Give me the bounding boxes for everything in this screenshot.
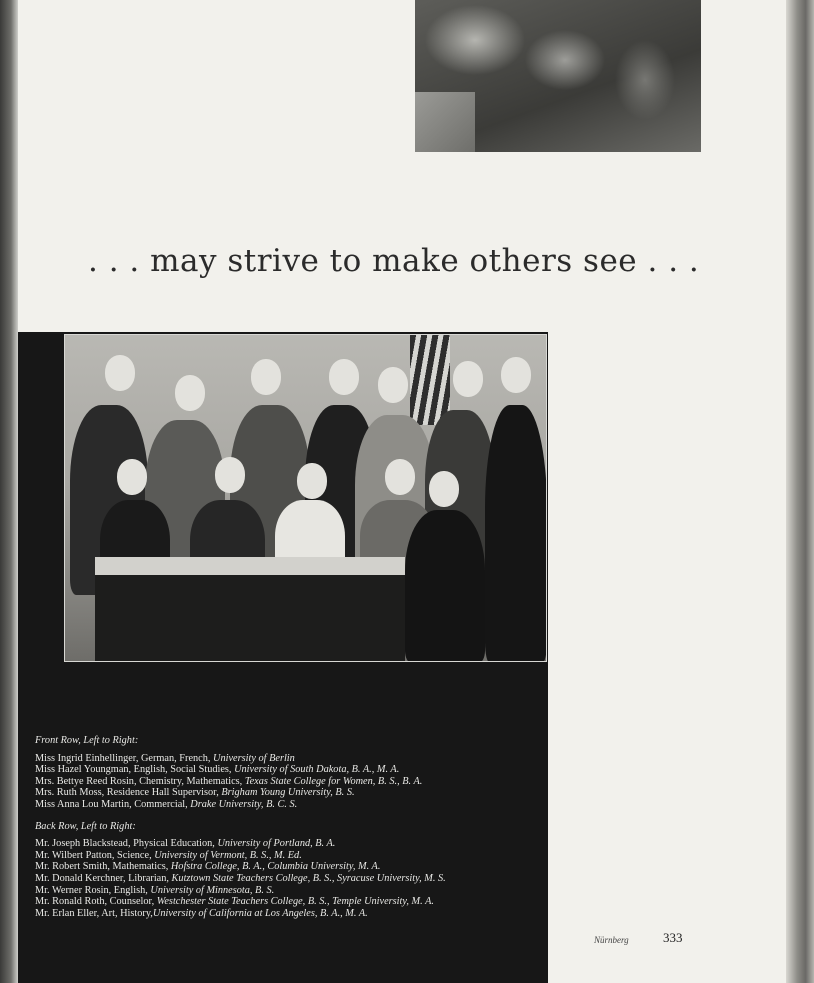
caption-line: Mr. Wilbert Patton, Science, University of Vermont, B. S., M. Ed. bbox=[35, 849, 302, 861]
book-edge-right bbox=[786, 0, 814, 983]
caption-line: Mr. Donald Kerchner, Librarian, Kutztown State Teachers College, B. S., Syracuse University, M. S. bbox=[35, 872, 446, 884]
front-row-header: Front Row, Left to Right: bbox=[35, 735, 139, 746]
caption-line: Miss Hazel Youngman, English, Social Studies, University of South Dakota, B. A., M. A. bbox=[35, 764, 400, 776]
headline: . . . may strive to make others see . . . bbox=[88, 243, 700, 279]
book-spine-left bbox=[0, 0, 18, 983]
caption-line: Mr. Ronald Roth, Counselor, Westchester State Teachers College, B. S., Temple University, M. A. bbox=[35, 896, 434, 908]
caption-line: Mrs. Ruth Moss, Residence Hall Supervisor, Brigham Young University, B. S. bbox=[35, 787, 355, 799]
photo-classroom bbox=[415, 0, 701, 152]
caption-line: Miss Anna Lou Martin, Commercial, Drake University, B. C. S. bbox=[35, 798, 298, 810]
page-number: 333 bbox=[663, 930, 683, 945]
photo-faculty-group bbox=[64, 334, 547, 662]
photo-caption bbox=[35, 735, 545, 919]
caption-line: Mr. Joseph Blackstead, Physical Education, University of Portland, B. A. bbox=[35, 838, 336, 850]
flag-image bbox=[410, 335, 450, 425]
caption-line: Mr. Erlan Eller, Art, History,University of California at Los Angeles, B. A., M. A. bbox=[35, 907, 368, 919]
desk bbox=[95, 557, 405, 575]
caption-line: Mr. Werner Rosin, English, University of Minnesota, B. S. bbox=[35, 884, 275, 896]
caption-line: Mr. Robert Smith, Mathematics, Hofstra College, B. A., Columbia University, M. A. bbox=[35, 861, 381, 873]
footer-label: Nürnberg bbox=[594, 935, 629, 945]
caption-line: Mrs. Bettye Reed Rosin, Chemistry, Mathematics, Texas State College for Women, B. S., B. A. bbox=[35, 775, 423, 787]
back-row-header: Back Row, Left to Right: bbox=[35, 820, 136, 832]
caption-line: Miss Ingrid Einhellinger, German, French, University of Berlin bbox=[35, 752, 295, 764]
